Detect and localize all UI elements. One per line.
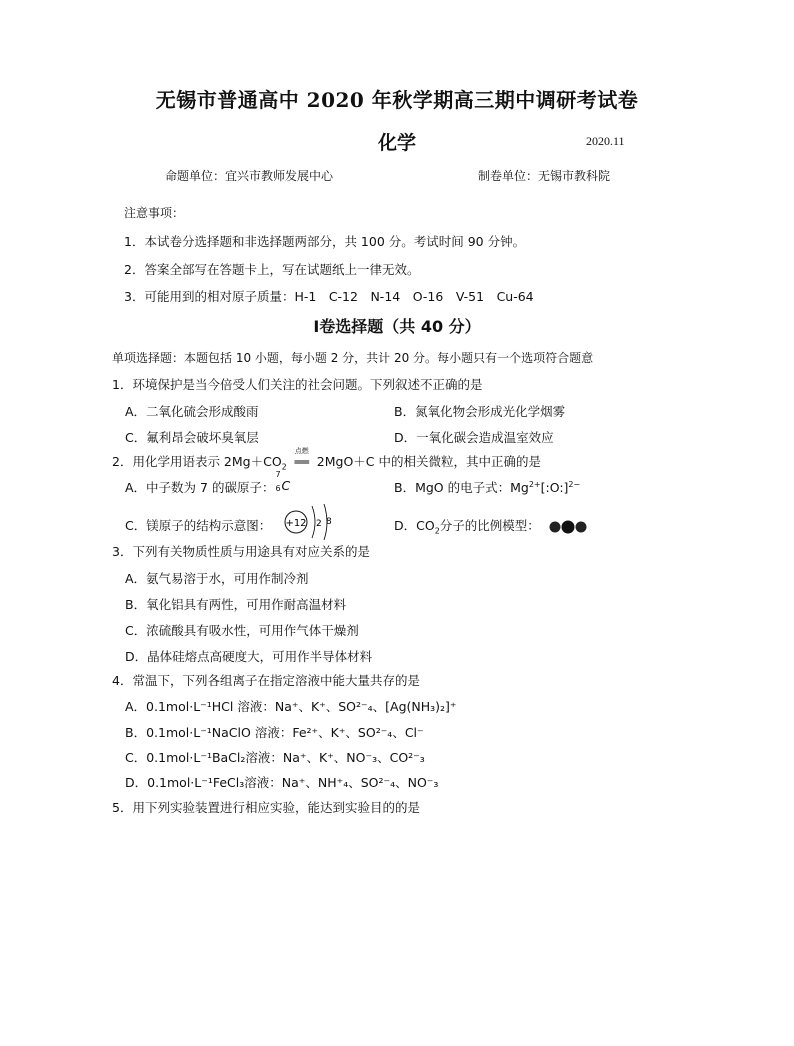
section-instruction: 单项选择题：本题包括 10 小题，每小题 2 分，共计 20 分。每小题只有一个选项符合题意	[112, 351, 594, 365]
shell-arc-1	[312, 506, 315, 538]
atomic-number: 6	[275, 484, 281, 493]
q2-option-b-text: B．MgO 的电子式：Mg	[394, 480, 529, 495]
shell-1-electrons: 2	[316, 519, 322, 529]
exam-title: 无锡市普通高中 2020 年秋学期高三期中调研考试卷	[155, 88, 639, 112]
element-symbol: C	[281, 478, 291, 493]
nucleus-charge: +12	[285, 518, 307, 529]
issuer-left: 命题单位：宜兴市教师发展中心	[165, 169, 334, 183]
q2-option-b	[394, 478, 580, 496]
q2-stem-part-b: 2MgO＋C 中的相关微粒，其中正确的是	[316, 454, 541, 469]
q1-option-b: B．氮氧化物会形成光化学烟雾	[394, 404, 566, 419]
section-title: Ⅰ卷选择题（共 40 分）	[313, 317, 481, 336]
q3-option-c: C．浓硫酸具有吸水性，可用作气体干燥剂	[125, 623, 359, 638]
q4-option-b: B．0.1mol·L⁻¹NaClO 溶液：Fe²⁺、K⁺、SO²⁻₄、Cl⁻	[125, 725, 424, 740]
issuer-right: 制卷单位：无锡市教科院	[478, 169, 611, 183]
co2-space-filling-model	[548, 520, 588, 534]
q4-option-c: C．0.1mol·L⁻¹BaCl₂溶液：Na⁺、K⁺、NO⁻₃、CO²⁻₃	[125, 750, 425, 765]
q2-stem-sub: 2	[281, 462, 287, 472]
q2-option-a	[125, 470, 294, 496]
mg-charge: 2+	[528, 479, 541, 489]
q3-option-d: D．晶体硅熔点高硬度大，可用作半导体材料	[125, 649, 373, 664]
oxygen-atom-left	[549, 521, 560, 532]
q1-option-a: A．二氧化硫会形成酸雨	[125, 404, 259, 419]
q2-option-a-text: A．中子数为 7 的碳原子：	[125, 480, 275, 495]
q2-stem-part-a: 2．用化学用语表示 2Mg＋CO	[112, 454, 282, 469]
question-3-stem: 3．下列有关物质性质与用途具有对应关系的是	[112, 544, 370, 559]
q3-option-b: B．氧化铝具有两性，可用作耐高温材料	[125, 597, 347, 612]
q4-option-a: A．0.1mol·L⁻¹HCl 溶液：Na⁺、K⁺、SO²⁻₄、[Ag(NH₃)₂]⁺	[125, 699, 457, 714]
note-item-1: 1．本试卷分选择题和非选择题两部分，共 100 分。考试时间 90 分钟。	[124, 234, 526, 249]
oxygen-atom-right	[575, 521, 586, 532]
q2-option-d-text: D．CO	[394, 518, 435, 533]
q4-option-d: D．0.1mol·L⁻¹FeCl₃溶液：Na⁺、NH⁺₄、SO²⁻₄、NO⁻₃	[125, 775, 439, 790]
question-4-stem: 4．常温下，下列各组离子在指定溶液中能大量共存的是	[112, 673, 420, 688]
note-item-2: 2．答案全部写在答题卡上，写在试题纸上一律无效。	[124, 262, 420, 277]
question-1-stem: 1．环境保护是当今倍受人们关注的社会问题。下列叙述不正确的是	[112, 377, 483, 392]
oxide-charge: 2−	[568, 479, 581, 489]
note-item-3: 3．可能用到的相对原子质量：H-1 C-12 N-14 O-16 V-51 Cu-64	[124, 289, 534, 304]
q1-option-c: C．氟利昂会破坏臭氧层	[125, 430, 259, 445]
co2-sub: 2	[434, 526, 440, 536]
q2-option-d	[394, 516, 588, 536]
mass-number: 7	[275, 470, 281, 479]
q1-option-d: D．一氧化碳会造成温室效应	[394, 430, 554, 445]
carbon-atom	[561, 520, 574, 533]
question-5-stem: 5．用下列实验装置进行相应实验，能达到实验目的的是	[112, 800, 420, 815]
q2-option-d-end: 分子的比例模型：	[439, 518, 540, 533]
reaction-condition: 点燃	[294, 447, 309, 455]
mg-atom-structure-diagram	[282, 500, 342, 546]
shell-2-electrons: 8	[326, 517, 332, 527]
oxide-electron-formula: [:O:]	[540, 480, 569, 495]
question-2-stem	[112, 447, 541, 472]
notes-heading: 注意事项：	[124, 206, 185, 220]
q2-option-c: C．镁原子的结构示意图：	[125, 518, 272, 533]
exam-date: 2020.11	[586, 134, 625, 148]
q3-option-a: A．氨气易溶于水，可用作制冷剂	[125, 571, 309, 586]
nuclide-symbol	[274, 470, 294, 493]
reaction-arrow: 点燃 ══	[287, 454, 317, 469]
subject-title: 化学	[377, 132, 416, 154]
